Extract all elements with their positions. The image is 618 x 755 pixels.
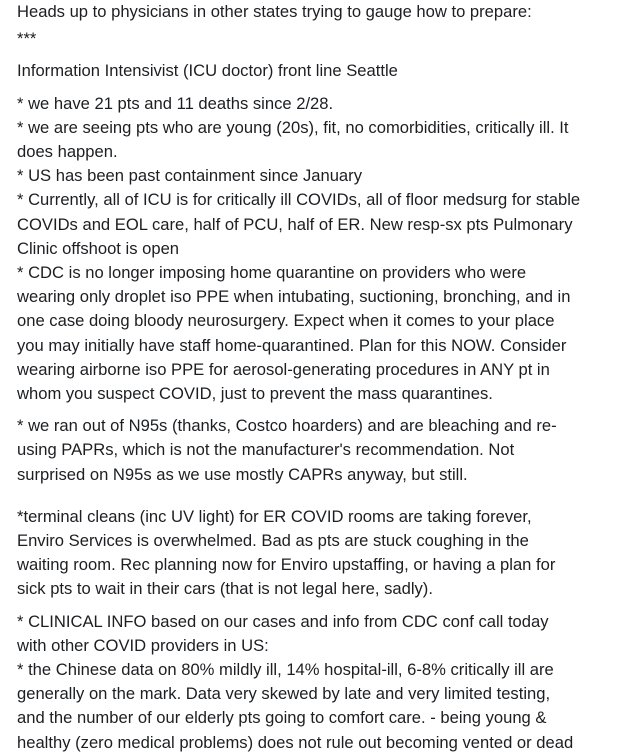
intro-line: Heads up to physicians in other states trying to gauge how to prepare: [17, 2, 532, 21]
text-line: * we are seeing pts who are young (20s), fit, no comorbidities, critically ill. It [17, 117, 569, 137]
text-line: one case doing bloody neurosurgery. Expect when it comes to your place [17, 311, 555, 331]
text-line: * the Chinese data on 80% mildly ill, 14% hospital-ill, 6-8% critically ill are [17, 660, 554, 680]
text-line: * CDC is no longer imposing home quarantine on providers who were [17, 263, 527, 283]
text-line: * US has been past containment since January [17, 166, 362, 186]
post-body [17, 0, 617, 755]
text-line: you may initially have staff home-quarantined. Plan for this NOW. Consider [17, 335, 567, 355]
text-line: * we have 21 pts and 11 deaths since 2/28. [17, 93, 334, 113]
text-line: using PAPRs, which is not the manufacturer's recommendation. Not [17, 440, 515, 460]
text-line: whom you suspect COVID, just to prevent the mass quarantines. [17, 384, 493, 404]
text-line: and the number of our elderly pts going to comfort care. - being young & [17, 708, 547, 728]
separator-line: *** [17, 29, 37, 49]
text-line: wearing only droplet iso PPE when intubating, suctioning, bronching, and in [17, 287, 571, 307]
intro-paragraph [17, 0, 617, 24]
paragraph-terminal-cleans [17, 505, 617, 602]
text-line: Enviro Services is overwhelmed. Bad as pts are stuck coughing in the [17, 531, 529, 551]
text-line: with other COVID providers in US: [17, 635, 269, 655]
text-line: COVIDs and EOL care, half of PCU, half of ER. New resp-sx pts Pulmonary [17, 214, 573, 234]
text-line: waiting room. Rec planning now for Enviro upstaffing, or having a plan for [17, 555, 556, 575]
separator-paragraph [17, 27, 617, 51]
paragraph-clinical-info [17, 610, 617, 755]
author-paragraph [17, 59, 617, 83]
paragraph-situation [17, 92, 617, 407]
text-line: generally on the mark. Data very skewed by late and very limited testing, [17, 684, 551, 704]
author-line: Information Intensivist (ICU doctor) front line Seattle [17, 61, 398, 81]
text-line: * Currently, all of ICU is for critically ill COVIDs, all of floor medsurg for stable [17, 190, 581, 210]
text-line: * CLINICAL INFO based on our cases and info from CDC conf call today [17, 611, 549, 631]
text-line: sick pts to wait in their cars (that is not legal here, sadly). [17, 579, 433, 599]
text-line: *terminal cleans (inc UV light) for ER COVID rooms are taking forever, [17, 506, 532, 526]
text-line: healthy (zero medical problems) does not rule out becoming vented or dead [17, 732, 574, 752]
text-line: Clinic offshoot is open [17, 238, 180, 258]
text-line: surprised on N95s as we use mostly CAPRs anyway, but still. [17, 464, 468, 484]
text-line: wearing airborne iso PPE for aerosol-generating procedures in ANY pt in [17, 359, 550, 379]
text-line: * we ran out of N95s (thanks, Costco hoarders) and are bleaching and re- [17, 416, 557, 436]
text-line: does happen. [17, 142, 118, 162]
paragraph-n95 [17, 414, 617, 487]
